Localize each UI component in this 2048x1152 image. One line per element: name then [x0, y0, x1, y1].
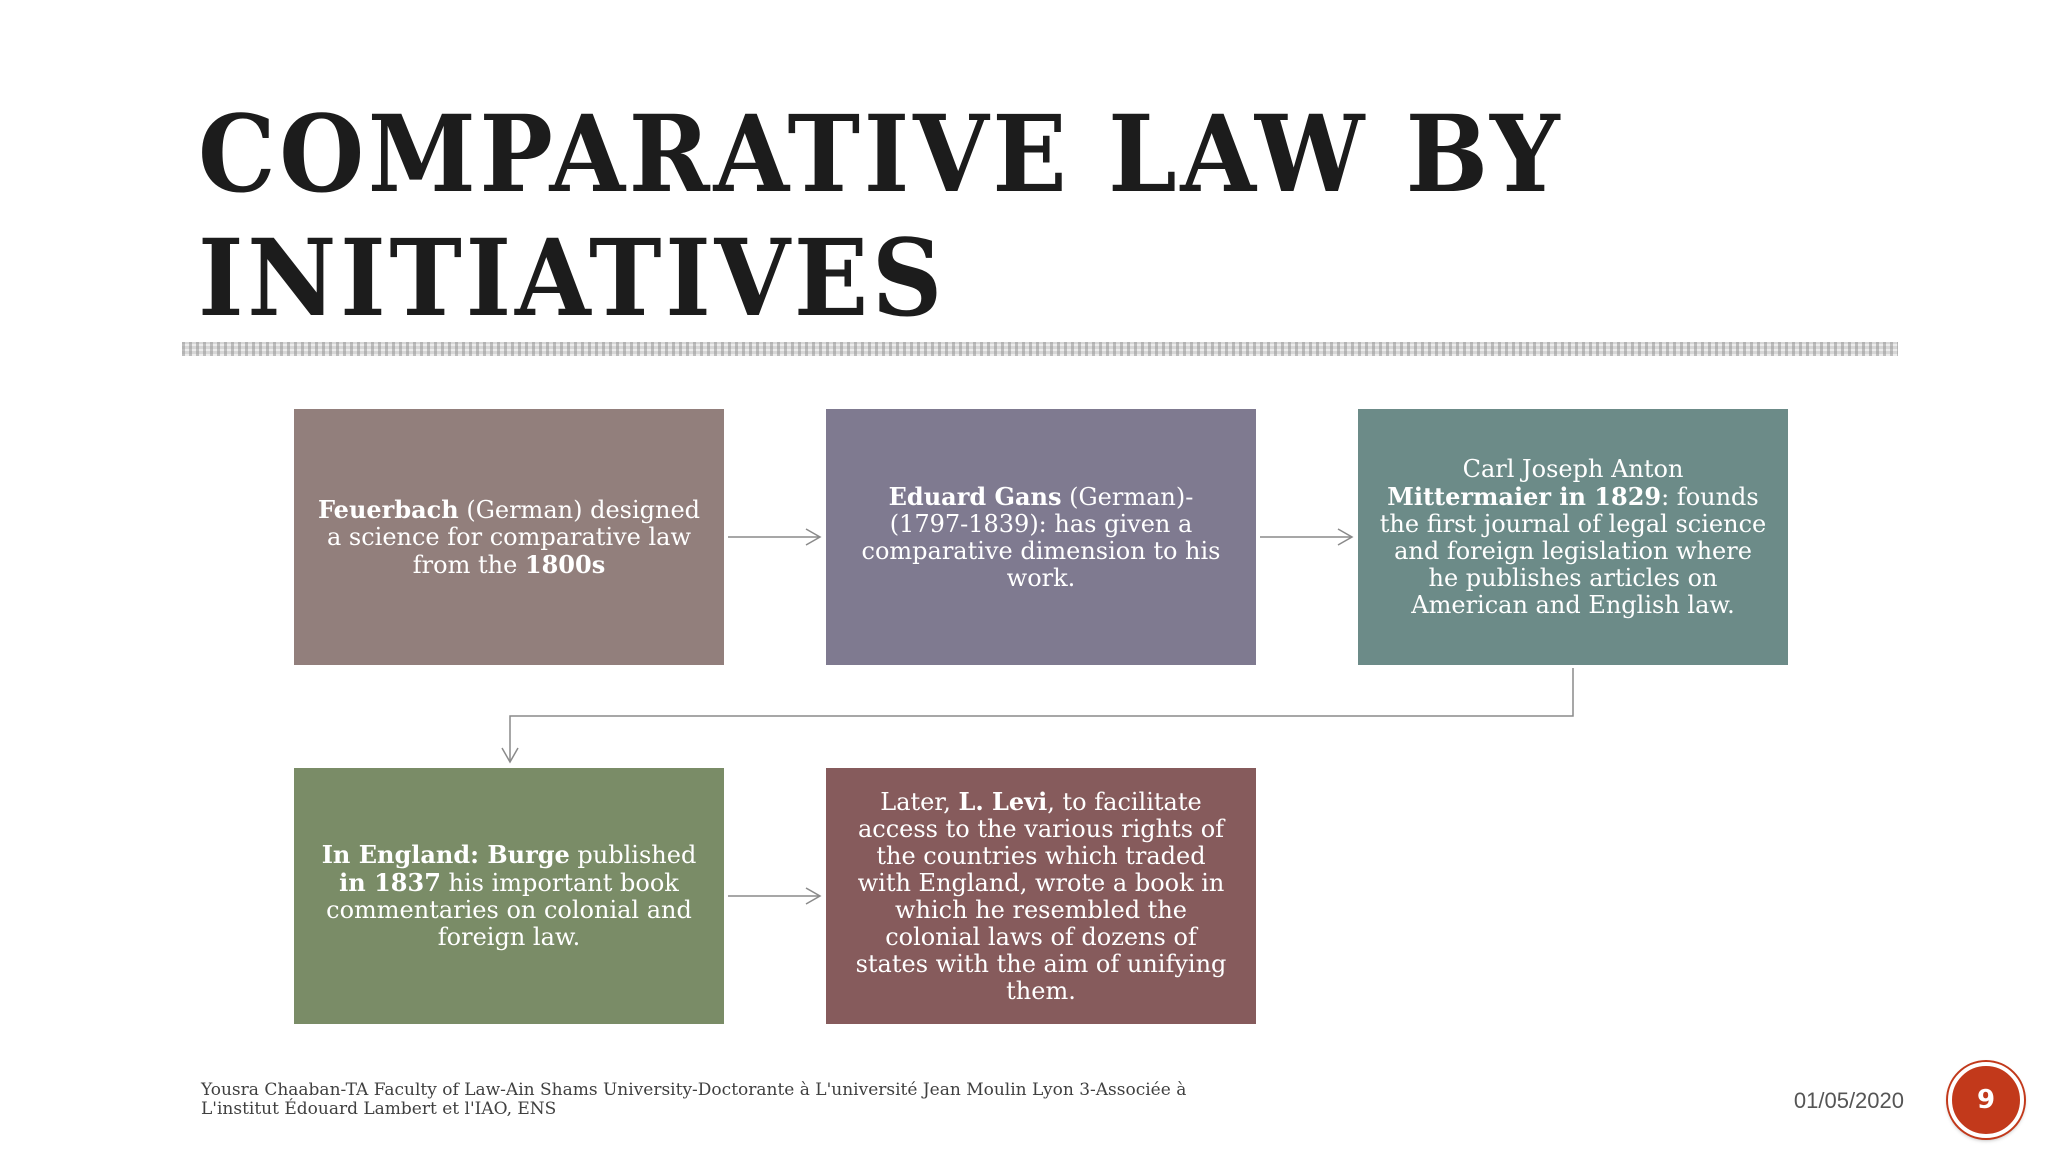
box-levi: [826, 768, 1256, 1024]
footer-author: Yousra Chaaban-TA Faculty of Law-Ain Shams University-Doctorante à L'université Jean Moulin Lyon 3-Associée à L'institut Édouard Lambert et l'IAO, ENS: [201, 1080, 1187, 1119]
page-number: 9: [1976, 1085, 1996, 1115]
arrow-gans-to-mittermaier: [1260, 529, 1352, 545]
box-levi-text: [846, 788, 1236, 1005]
text-segment: Later,: [880, 787, 959, 816]
footer-date: 01/05/2020: [1793, 1088, 1904, 1113]
text-segment: Carl Joseph Anton: [1462, 454, 1684, 483]
box-mittermaier: [1358, 409, 1788, 665]
title-divider: [182, 342, 1898, 356]
box-mittermaier-text: [1378, 456, 1768, 619]
text-segment: L. Levi: [958, 786, 1048, 816]
text-segment: , to facilitate access to the various rights of the countries which traded with England, wrote a book in which he resembled the colonial laws of dozens of states with the aim of unifying them.: [855, 787, 1227, 1005]
text-segment: : founds the first journal of legal science and foreign legislation where he publishes articles on American and English law.: [1379, 482, 1767, 619]
arrow-feuerbach-to-gans: [728, 529, 820, 545]
arrow-burge-to-levi: [728, 888, 820, 904]
text-segment: in 1837: [339, 868, 441, 897]
box-feuerbach: [294, 409, 724, 665]
text-segment: Mittermaier in 1829: [1387, 481, 1662, 511]
text-segment: his important book commentaries on colonial and foreign law.: [326, 869, 692, 951]
text-segment: (German) designed a science for comparative law from the: [326, 495, 701, 579]
box-eduard-gans-text: [846, 483, 1236, 592]
text-segment: In England: Burge: [321, 840, 570, 869]
text-segment: published: [569, 841, 697, 869]
page-number-badge: [1948, 1062, 2024, 1138]
box-eduard-gans: [826, 409, 1256, 665]
text-segment: Feuerbach: [317, 494, 459, 524]
text-segment: 1800s: [524, 549, 606, 579]
text-segment: (German)- (1797-1839): has given a comparative dimension to his work.: [861, 482, 1221, 592]
box-feuerbach-text: [314, 496, 704, 579]
slide-title: COMPARATIVE LAW BY INITIATIVES: [198, 91, 1564, 340]
text-segment: Eduard Gans: [888, 481, 1062, 511]
box-burge: [294, 768, 724, 1024]
arrow-mittermaier-to-burge: [502, 668, 1573, 762]
box-burge-text: [314, 841, 704, 951]
